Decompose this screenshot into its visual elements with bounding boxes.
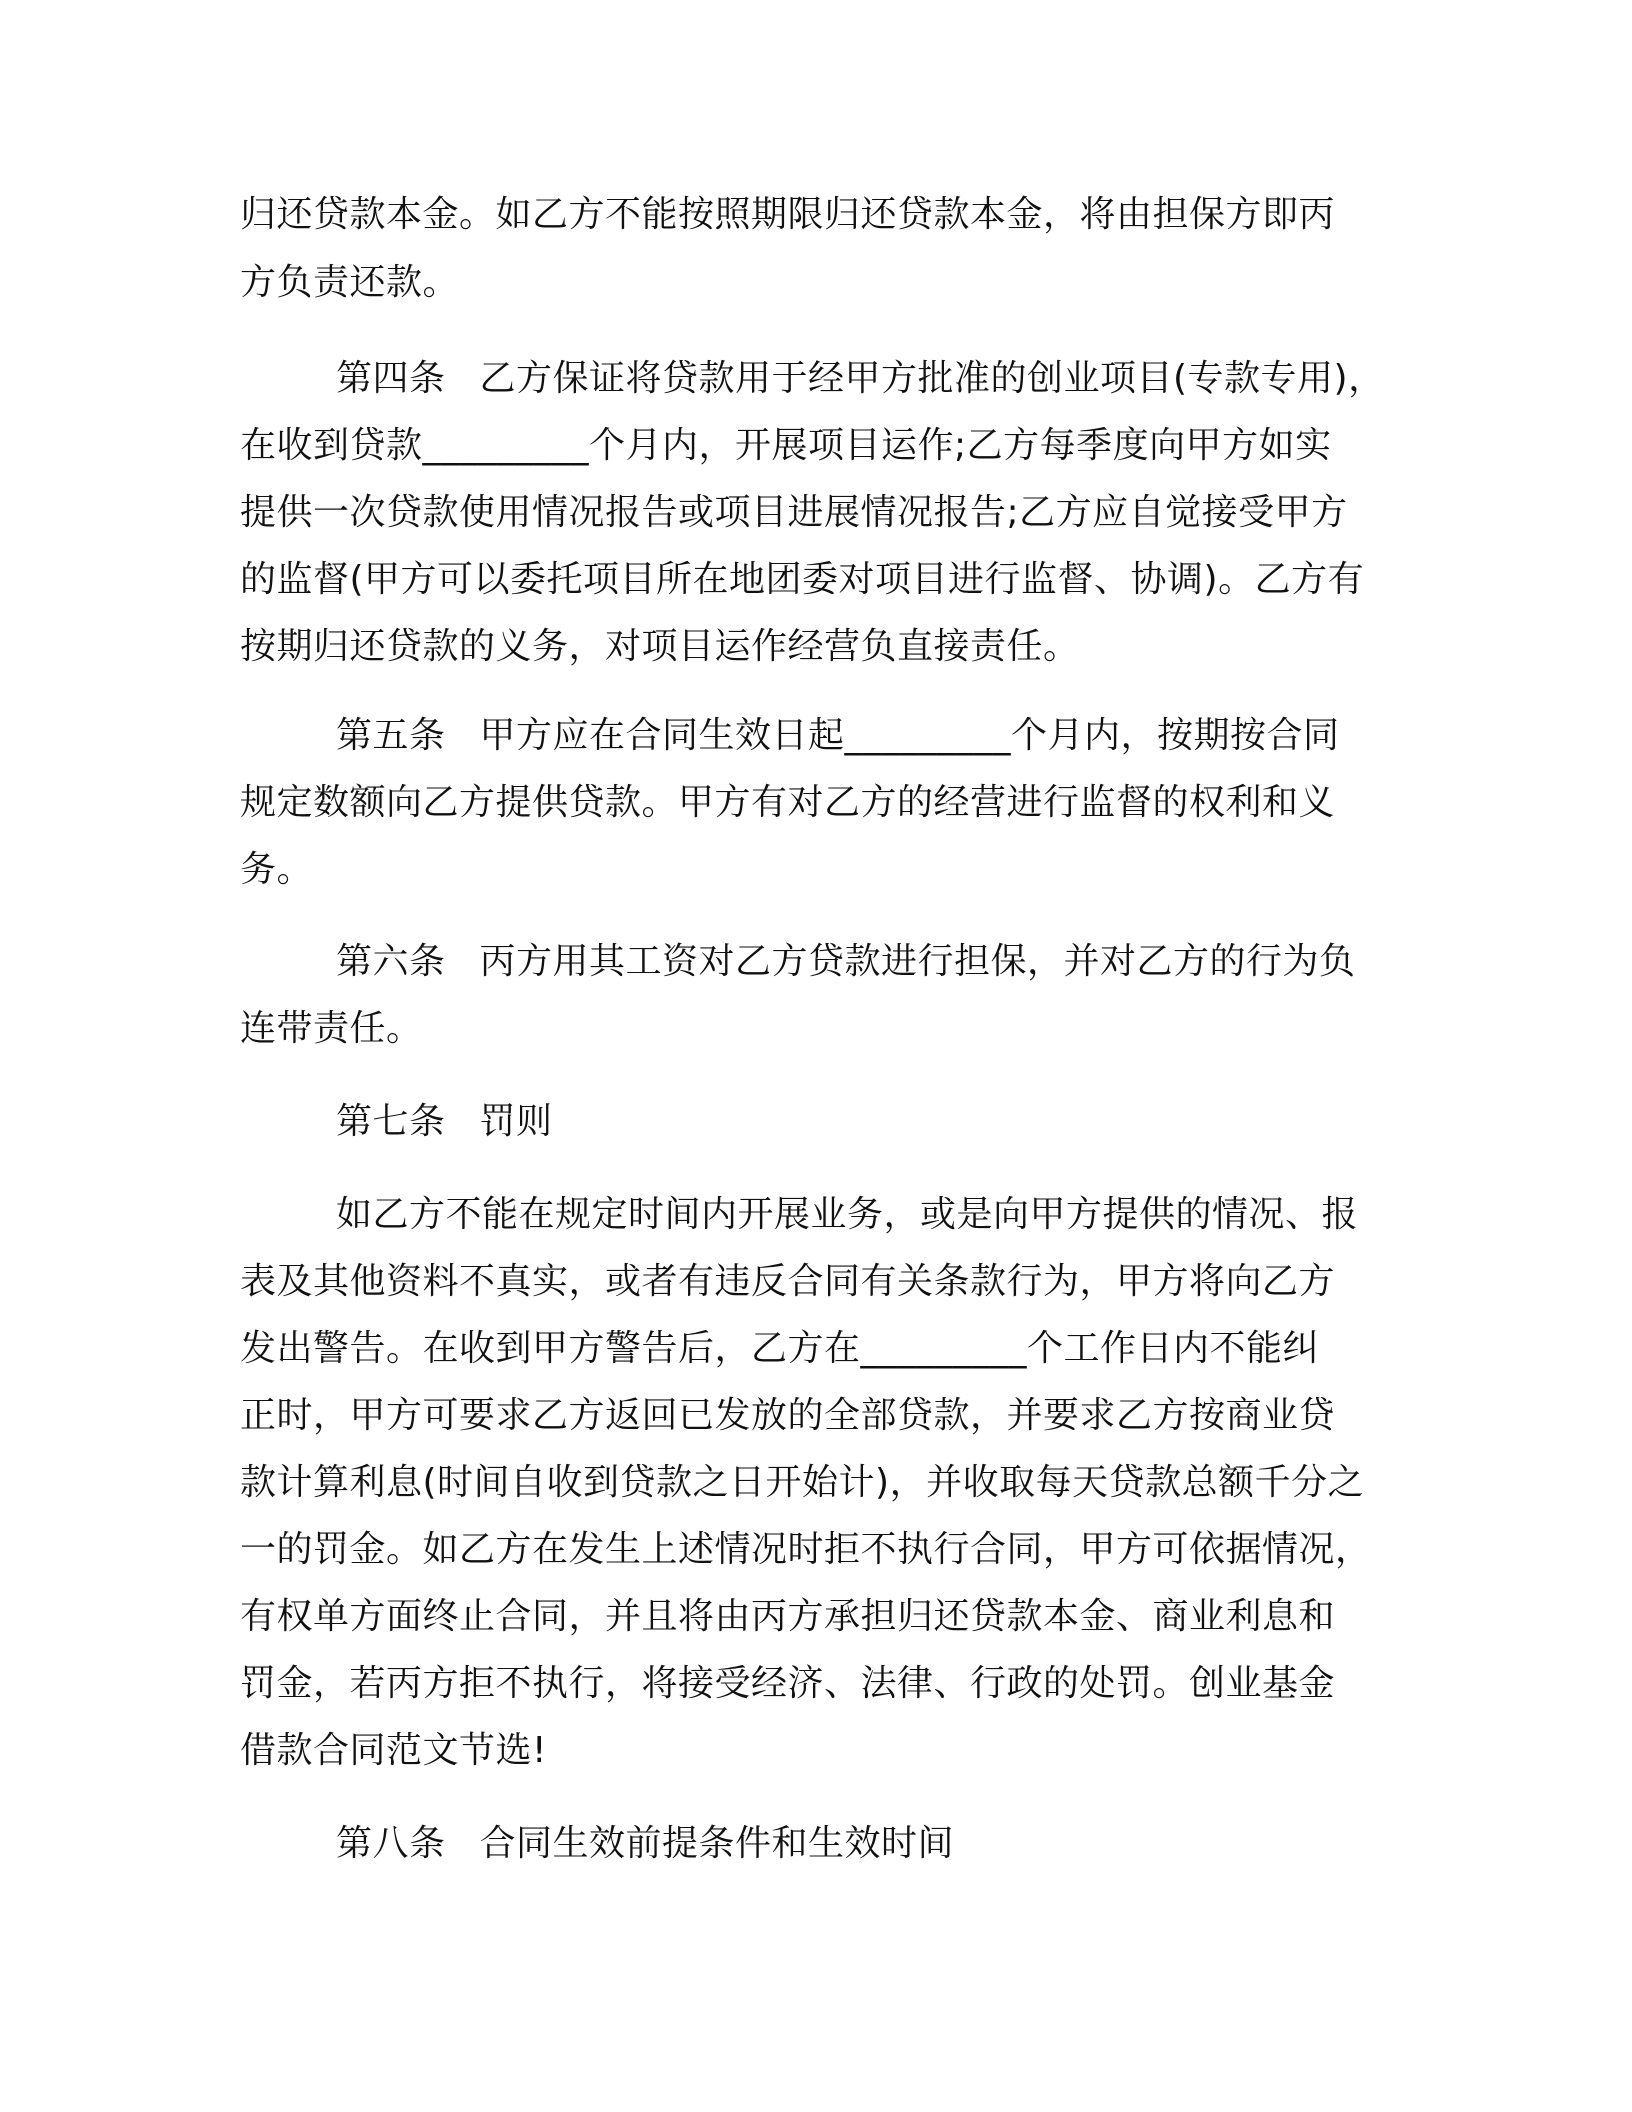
article-text: 罚则 — [479, 1101, 553, 1142]
paragraph-line: 有权单方面终止合同，并且将由丙方承担归还贷款本金、商业利息和 — [240, 1596, 1336, 1637]
article-text: 甲方应在合同生效日起_________个月内，按期按合同 — [479, 715, 1340, 756]
article-heading: 第六条 — [336, 941, 446, 982]
article-text: 合同生效前提条件和生效时间 — [479, 1823, 955, 1864]
paragraph-line: 借款合同范文节选! — [240, 1730, 547, 1771]
paragraph-line: 按期归还贷款的义务，对项目运作经营负直接责任。 — [240, 626, 1080, 667]
article-5-first-line — [336, 714, 1496, 758]
paragraph-line: 务。 — [240, 849, 314, 890]
paragraph-line: 表及其他资料不真实，或者有违反合同有关条款行为，甲方将向乙方 — [240, 1261, 1336, 1302]
paragraph-line: 一的罚金。如乙方在发生上述情况时拒不执行合同，甲方可依据情况， — [240, 1529, 1372, 1570]
paragraph-line: 在收到贷款_________个月内，开展项目运作;乙方每季度向甲方如实 — [240, 425, 1332, 466]
article-text: 乙方保证将贷款用于经甲方批准的创业项目(专款专用)， — [479, 358, 1385, 399]
paragraph-line: 连带责任。 — [240, 1008, 423, 1049]
paragraph-line: 发出警告。在收到甲方警告后，乙方在_________个工作日内不能纠 — [240, 1328, 1320, 1369]
article-heading: 第四条 — [336, 358, 446, 399]
article-6-first-line — [336, 940, 1496, 984]
paragraph-line: 罚金，若丙方拒不执行，将接受经济、法律、行政的处罚。创业基金 — [240, 1663, 1336, 1704]
article-7-line — [336, 1100, 1496, 1144]
article-text: 丙方用其工资对乙方贷款进行担保，并对乙方的行为负 — [479, 941, 1356, 982]
paragraph-line: 规定数额向乙方提供贷款。甲方有对乙方的经营进行监督的权利和义 — [240, 782, 1336, 823]
paragraph-line: 的监督(甲方可以委托项目所在地团委对项目进行监督、协调)。乙方有 — [240, 559, 1365, 600]
article-heading: 第五条 — [336, 715, 446, 756]
paragraph-first-line: 如乙方不能在规定时间内开展业务，或是向甲方提供的情况、报 — [336, 1194, 1359, 1235]
paragraph-line: 款计算利息(时间自收到贷款之日开始计)，并收取每天贷款总额千分之 — [240, 1462, 1365, 1503]
paragraph-line: 归还贷款本金。如乙方不能按照期限归还贷款本金，将由担保方即丙 — [240, 194, 1336, 235]
article-heading: 第八条 — [336, 1823, 446, 1864]
paragraph-line: 提供一次贷款使用情况报告或项目进展情况报告;乙方应自觉接受甲方 — [240, 492, 1348, 533]
article-8-line — [336, 1822, 1496, 1866]
article-heading: 第七条 — [336, 1101, 446, 1142]
paragraph-line: 正时，甲方可要求乙方返回已发放的全部贷款，并要求乙方按商业贷 — [240, 1395, 1336, 1436]
article-4-first-line — [336, 357, 1496, 401]
paragraph-line: 方负责还款。 — [240, 262, 460, 303]
